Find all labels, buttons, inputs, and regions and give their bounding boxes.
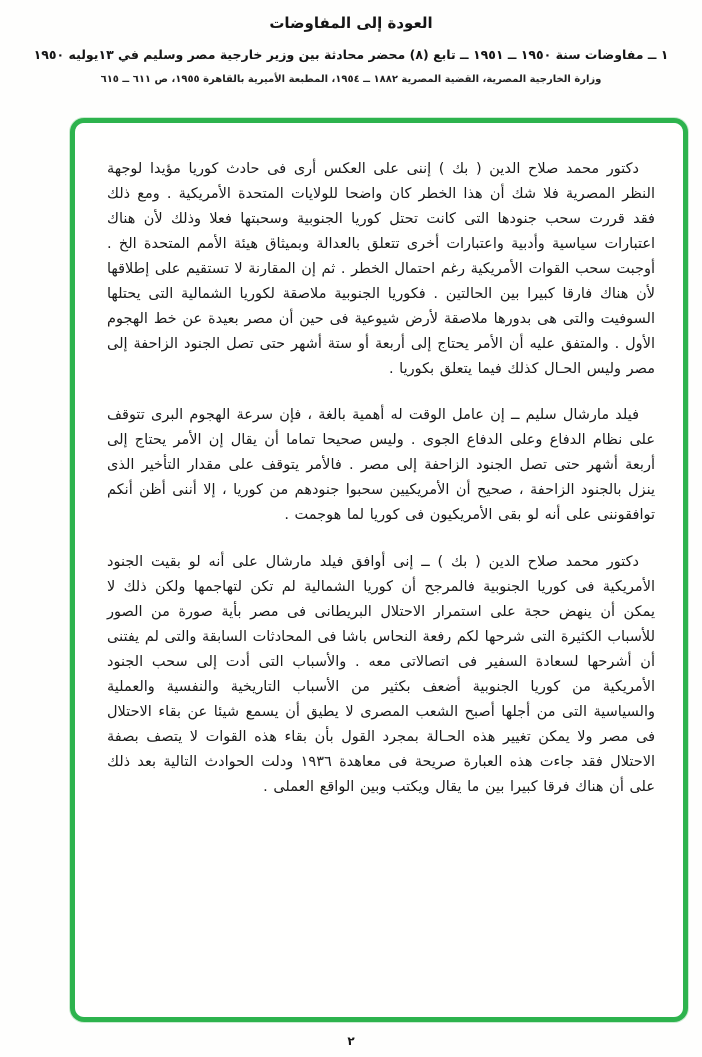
page-number: ٢: [347, 1034, 355, 1048]
document-subtitle: ١ ــ مفاوضات سنة ١٩٥٠ ــ ١٩٥١ ــ تابع (٨) محضر محادثة بين وزير خارجية مصر وسليم في ١٣يوليه ١٩٥٠: [33, 47, 669, 62]
body-paragraph-1: دكتور محمد صلاح الدين ( بك ) إننى على العكس أرى فى حادث كوريا مؤيدا لوجهة النظر المصرية فلا شك أن هذا الخطر كان واضحا للولايات المتحدة الأمريكية . ومع ذلك فقد قررت سحب جنودها التى كانت تحتل كوريا الجنوبية وسحبتها فعلا وذلك لأن هناك اعتبارات سياسية وأدبية واعتبارات أخرى تتعلق بالعدالة وبميثاق هيئة الأمم المتحدة الخ . أوجبت سحب القوات الأمريكية رغم احتمال الخطر . ثم إن المقارنة لا تستقيم على إطلاقها لأن هناك فارقا كبيرا بين الحالتين . فكوريا الجنوبية ملاصقة لكوريا الشمالية التى يحتلها السوفيت والتى هى بدورها ملاصقة لأرض شيوعية فى حين أن مصر بعيدة عن خط الهجوم الأول . والمتفق عليه أن الأمر يحتاج إلى أربعة أو ستة أشهر حتى تصل الجنود الزاحفة إلى مصر وليس الحـال كذلك فيما يتعلق بكوريا .: [107, 161, 655, 377]
body-paragraph-3: دكتور محمد صلاح الدين ( بك ) ــ إنى أوافق فيلد مارشال على أنه لو بقيت الجنود الأمريكية فى كوريا الجنوبية فالمرجح أن كوريا الشمالية لم تكن لتهاجمها ولكن ذلك لا يمكن أن ينهض حجة على استمرار الاحتلال البريطانى فى مصر بأية صورة من الصور للأسباب الكثيرة التى شرحها لكم رفعة النحاس باشا فى المحادثات السابقة والتى لم يفتنى أن أشرحها لسعادة السفير فى اتصالاتى معه . والأسباب التى أدت إلى سحب الجنود الأمريكية من كوريا الجنوبية أضعف بكثير من الأسباب التاريخية والنفسية والعملية والسياسية التى من أجلها أصبح الشعب المصرى لا يطيق أن يسمع شيئا عن بقاء الاحتلال فى مصر ولا يمكن تغيير هذه الحـالة بمجرد القول بأن بقاء هذه القوات لا يتصف بصفة الاحتلال فقد جاءت هذه العبارة صريحة فى معاهدة ١٩٣٦ ودلت الحوادث التالية بعد ذلك على أن هناك فرقا كبيرا بين ما يقال ويكتب وبين الواقع العملى .: [107, 554, 655, 795]
document-body: [107, 157, 655, 822]
body-paragraph-2: فيلد مارشال سليم ــ إن عامل الوقت له أهمية بالغة ، فإن سرعة الهجوم البرى تتوقف على نظام الدفاع وعلى الدفاع الجوى . وليس صحيحا تماما أن يقال إن الأمر يحتاج إلى أربعة أشهر حتى تصل الجنود الزاحفة إلى مصر . فالأمر يتوقف على مقدار التأخير الذى ينزل بالجنود الزاحفة ، صحيح أن الأمريكيين سحبوا جنودهم من كوريا ، إلا أننى أظن أنكم توافقوننى على أنه لو بقى الأمريكيون فى كوريا لما هوجمت .: [107, 407, 655, 524]
document-frame: [70, 118, 688, 1022]
page-title: العودة إلى المفاوضات: [269, 14, 433, 32]
source-citation: وزارة الخارجية المصرية، القضية المصرية ١٨٨٢ ــ ١٩٥٤، المطبعة الأميرية بالقاهرة ١٩٥٥، ص ٦١١ ــ ٦١٥: [100, 74, 602, 85]
